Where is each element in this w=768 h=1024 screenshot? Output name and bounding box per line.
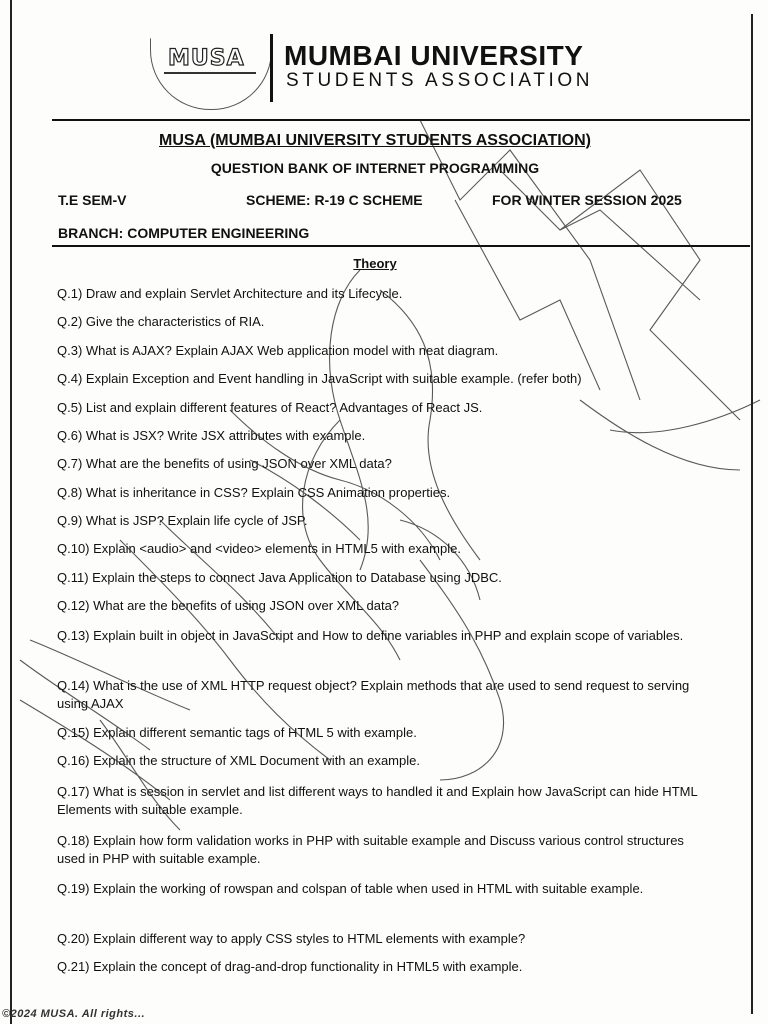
- page-right-edge: [751, 14, 753, 1014]
- question-15: Q.15) Explain different semantic tags of HTML 5 with example.: [57, 725, 417, 740]
- document-title: MUSA (MUMBAI UNIVERSITY STUDENTS ASSOCIATION): [158, 132, 591, 149]
- logo-divider: [270, 34, 273, 102]
- question-3: Q.3) What is AJAX? Explain AJAX Web application model with neat diagram.: [57, 343, 499, 358]
- session-label: FOR WINTER SESSION 2025: [492, 192, 682, 208]
- page-left-edge: [10, 0, 12, 1024]
- question-11: Q.11) Explain the steps to connect Java Application to Database using JDBC.: [57, 570, 502, 585]
- question-18: Q.18) Explain how form validation works in PHP with suitable example and Discuss various control structures used in PHP with suitable example.: [57, 833, 684, 866]
- header-rule-top: [52, 119, 750, 121]
- question-2: Q.2) Give the characteristics of RIA.: [57, 314, 265, 329]
- question-7: Q.7) What are the benefits of using JSON over XML data?: [57, 456, 392, 471]
- branch-label: BRANCH: COMPUTER ENGINEERING: [58, 225, 310, 241]
- logo-tagline: STUDENTS ASSOCIATION: [286, 70, 594, 91]
- question-21: Q.21) Explain the concept of drag-and-drop functionality in HTML5 with example.: [57, 959, 523, 974]
- document-subtitle: QUESTION BANK OF INTERNET PROGRAMMING: [210, 160, 540, 176]
- question-9: Q.9) What is JSP? Explain life cycle of JSP.: [57, 513, 308, 528]
- footer-copyright: ©2024 MUSA. All rights...: [2, 1008, 146, 1020]
- question-12: Q.12) What are the benefits of using JSON over XML data?: [57, 598, 400, 613]
- scheme-label: SCHEME: R-19 C SCHEME: [246, 192, 423, 208]
- question-17: Q.17) What is session in servlet and list different ways to handled it and Explain how JavaScript can hide HTML Elements with suitable example.: [57, 784, 698, 817]
- musa-logo: [150, 32, 630, 112]
- question-10: Q.10) Explain <audio> and <video> elements in HTML5 with example.: [57, 541, 461, 556]
- section-title: Theory: [353, 256, 397, 271]
- logo-underline: [164, 72, 256, 74]
- question-8: Q.8) What is inheritance in CSS? Explain CSS Animation properties.: [57, 485, 451, 500]
- logo-university-name: MUMBAI UNIVERSITY: [284, 40, 584, 71]
- question-6: Q.6) What is JSX? Write JSX attributes with example.: [57, 428, 366, 443]
- question-1: Q.1) Draw and explain Servlet Architecture and its Lifecycle.: [57, 286, 403, 301]
- question-4: Q.4) Explain Exception and Event handling in JavaScript with suitable example. (refer both): [57, 371, 582, 386]
- question-5: Q.5) List and explain different features of React? Advantages of React JS.: [57, 400, 483, 415]
- question-16: Q.16) Explain the structure of XML Document with an example.: [57, 753, 420, 768]
- header-rule-bottom: [52, 245, 750, 247]
- question-14: Q.14) What is the use of XML HTTP request object? Explain methods that are used to send request to serving using AJAX: [57, 678, 690, 711]
- logo-abbreviation: MUSA: [168, 46, 245, 71]
- question-13: Q.13) Explain built in object in JavaScript and How to define variables in PHP and explain scope of variables.: [57, 628, 684, 643]
- question-20: Q.20) Explain different way to apply CSS styles to HTML elements with example?: [57, 931, 526, 946]
- question-19: Q.19) Explain the working of rowspan and colspan of table when used in HTML with suitable example.: [57, 881, 644, 896]
- semester-label: T.E SEM-V: [58, 192, 127, 208]
